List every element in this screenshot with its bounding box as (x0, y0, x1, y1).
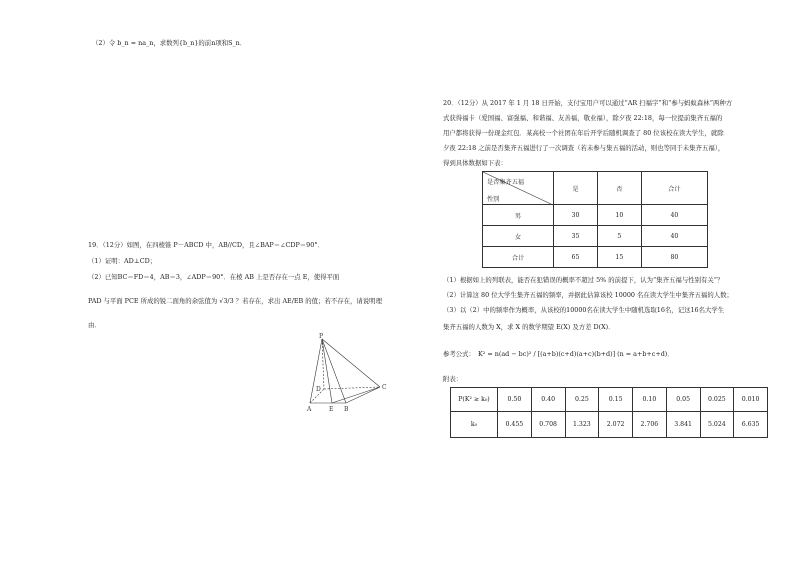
label-d: D (316, 386, 321, 393)
cell: 30 (554, 205, 598, 226)
cell: 3.841 (666, 412, 700, 438)
row-label: 女 (483, 226, 554, 247)
q20-line1: 20．（12分）从 2017 年 1 月 18 日开始，支付宝用户可以通过“AR 扫福字”和“参与蚂蚁森林”两种方 (443, 99, 733, 107)
label-e: E (329, 406, 334, 413)
cell: 5.024 (700, 412, 734, 438)
label-c: C (382, 384, 387, 391)
cell: 0.15 (599, 388, 633, 412)
table-row (451, 412, 768, 438)
row-label: 合计 (483, 247, 554, 268)
corner-bottom: 性别 (487, 196, 500, 203)
cell: 15 (597, 247, 641, 268)
table-row (483, 247, 708, 268)
cell: 5 (597, 226, 641, 247)
q19-part1: （1）证明：AD⊥CD； (88, 257, 157, 265)
cell: 6.635 (734, 412, 768, 438)
cell: 0.025 (700, 388, 734, 412)
label-b: B (344, 406, 349, 413)
header-total: 合计 (641, 172, 707, 205)
q20-sub3-line1: （3）以（2）中的频率作为概率，从该校的10000名在读大学生中随机选取16名，记这16名大学生 (443, 306, 725, 314)
row-label: 男 (483, 205, 554, 226)
cell: 80 (641, 247, 707, 268)
critical-value-table (450, 387, 768, 438)
q19-head: 19．（12分）如图，在四棱锥 P－ABCD 中，AB//CD，且∠BAP＝∠CDP＝90°． (88, 241, 324, 249)
q19-part2-line3: 由． (88, 321, 101, 329)
cell: 40 (641, 226, 707, 247)
cell: 0.10 (633, 388, 667, 412)
label-p: P (319, 333, 324, 340)
cell: 10 (597, 205, 641, 226)
formula-label: 参考公式： (443, 350, 475, 358)
q19-part2-line2: PAD 与平面 PCE 所成的锐二面角的余弦值为 √3/3 ？若存在，求出 AE/EB 的值；若不存在，请说明理 (88, 297, 382, 305)
cell: 65 (554, 247, 598, 268)
corner-top: 是否集齐五福 (487, 179, 525, 186)
q20-sub1: （1）根据如上的列联表，能否在犯错误的概率不超过 5% 的前提下，认为“集齐五福与性别有关”？ (443, 276, 724, 284)
cell: 0.708 (531, 412, 565, 438)
cell: 2.706 (633, 412, 667, 438)
q20-line3: 用户都将获得一份现金红包．某高校一个社团在年后开学后随机调查了 80 位该校在读大学生，就除 (443, 129, 724, 137)
cell: 2.072 (599, 412, 633, 438)
contingency-table (482, 171, 708, 268)
q20-sub3-line2: 集齐五福的人数为 X，求 X 的数学期望 E(X) 及方差 D(X)． (443, 323, 615, 331)
cell: 0.010 (734, 388, 768, 412)
header-yes: 是 (554, 172, 598, 205)
row-label: k₀ (451, 412, 498, 438)
appendix-label: 附表： (443, 375, 463, 383)
table-row (483, 205, 708, 226)
table-row (483, 226, 708, 247)
header-no: 否 (597, 172, 641, 205)
q20-line2: 式获得福卡（爱国福、富强福、和谐福、友善福，敬业福），除夕夜 22:18，每一位提前集齐五福的 (443, 114, 723, 122)
q18-part2: （2）令 b_n = na_n，求数列{b_n}的前n项和S_n． (92, 39, 247, 47)
label-a: A (307, 406, 312, 413)
row-label: P(K² ≥ k₀) (451, 388, 498, 412)
q20-sub2: （2）计算这 80 位大学生集齐五福的频率，并据此估算该校 10000 名在读大学生中集齐五福的人数； (443, 291, 733, 299)
table-corner (483, 172, 554, 205)
q20-line5: 得到具体数据如下表： (443, 159, 507, 167)
cell: 1.323 (565, 412, 599, 438)
cell: 0.40 (531, 388, 565, 412)
q20-line4: 夕夜 22:18 之前是否集齐五福进行了一次调查（若未参与集五福的活动，则也等同于未集齐五福）， (443, 144, 725, 152)
formula: K² = n(ad − bc)² / [(a+b)(c+d)(a+c)(b+d)] (n = a+b+c+d)． (478, 350, 674, 358)
pyramid-figure (300, 335, 390, 415)
cell: 40 (641, 205, 707, 226)
cell: 0.25 (565, 388, 599, 412)
table-row (451, 388, 768, 412)
cell: 35 (554, 226, 598, 247)
q19-part2-line1: （2）已知BC＝FD＝4，AB＝3，∠ADP＝90°．在棱 AB 上是否存在一点 E，使得平面 (88, 273, 340, 281)
cell: 0.50 (498, 388, 532, 412)
cell: 0.455 (498, 412, 532, 438)
cell: 0.05 (666, 388, 700, 412)
